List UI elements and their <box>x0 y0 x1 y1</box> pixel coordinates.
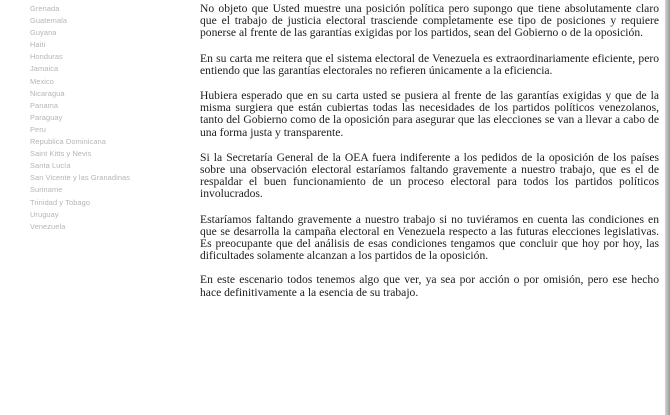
page-edge-shadow <box>665 0 670 415</box>
list-item: Guyana <box>30 28 57 38</box>
list-item: Santa Lucía <box>30 161 71 171</box>
list-item: Haiti <box>30 40 46 50</box>
list-item: Venezuela <box>30 221 66 231</box>
list-item: Peru <box>30 124 47 134</box>
list-item: San Vicente y las Granadinas <box>30 173 131 183</box>
list-item: Suriname <box>30 185 63 195</box>
paragraph-position: No objeto que Usted muestre una posición política pero supongo que tiene absolutamente claro que el trabajo de justicia electoral trasciende completamente ese tipo de posiciones y requiere ponerse al frente de las garantías exigidas por los partidos, sean del Gobierno o de la oposición. <box>200 2 659 40</box>
list-item: Paraguay <box>30 112 63 122</box>
list-item: Guatemala <box>30 16 68 26</box>
list-item: Panama <box>30 100 59 110</box>
paragraph-conditions: Estaríamos faltando gravemente a nuestro trabajo si no tuviéramos en cuenta las condiciones en que se desarrolla la campaña electoral en Venezuela respecto a las futuras elecciones legislativas. Es preocupante que del análisis de esas condiciones tengamos que concluir que hoy por hoy, las dificultades solamente alcanzan a los partidos de la oposición. <box>200 212 659 263</box>
paragraph-efficiency: En su carta me reitera que el sistema electoral de Venezuela es extraordinariamente eficiente, pero entiendo que las garantías electorales no refieren únicamente a la eficiencia. <box>200 51 659 77</box>
list-item: Trinidad y Tobago <box>30 197 91 207</box>
list-item: Uruguay <box>30 209 59 219</box>
paragraph-scenario: En este escenario todos tenemos algo que ver, ya sea por acción o por omisión, pero ese hecho hace definitivamente a la esencia de su trabajo. <box>200 273 659 299</box>
list-item: Grenada <box>30 4 60 13</box>
list-item: Nicaragua <box>30 88 65 98</box>
paragraph-secretariat: Si la Secretaría General de la OEA fuera indiferente a los pedidos de la oposición de los países sobre una observación electoral estaríamos faltando gravemente a nuestro trabajo, que es el de respaldar el buen funcionamiento de un proceso electoral para todos los partidos políticos involucrados. <box>200 150 659 201</box>
letter-body <box>200 3 659 312</box>
list-item: Honduras <box>30 52 63 62</box>
list-item: Mexico <box>30 76 55 86</box>
list-item: Jamaica <box>30 64 59 74</box>
member-states-list <box>30 3 130 233</box>
list-item: Saint Kitts y Nevis <box>30 149 92 159</box>
paragraph-guarantees: Hubiera esperado que en su carta usted se pusiera al frente de las garantías exigidas y que de la misma surgiera que están cubiertas todas las necesidades de los partidos políticos venezolanos, tanto del Gobierno como de la oposición para asegurar que las elecciones se van a llevar a cabo de una forma justa y transparente. <box>200 89 659 139</box>
list-item: Republica Dominicana <box>30 137 106 147</box>
